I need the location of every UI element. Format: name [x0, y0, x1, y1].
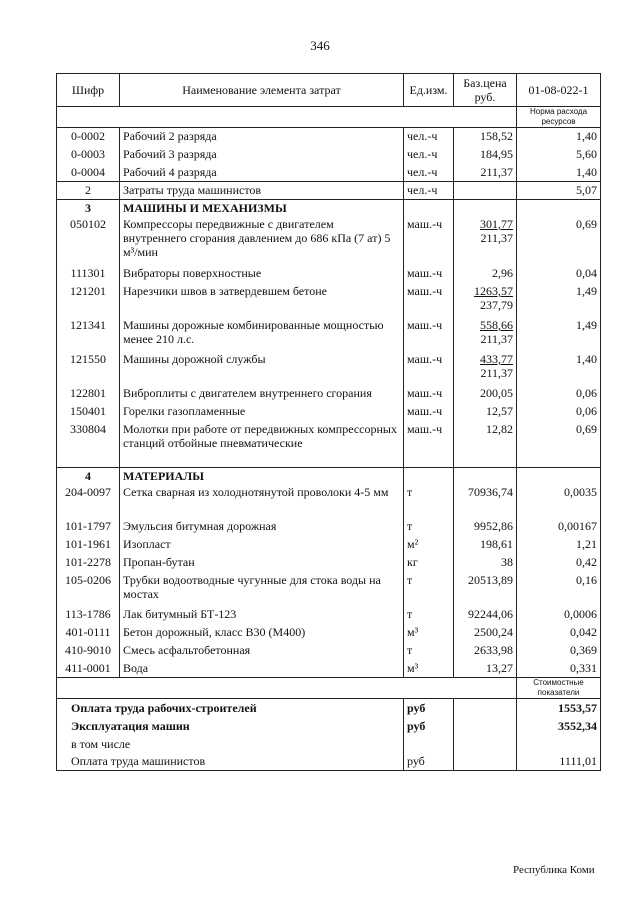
section-name: МАШИНЫ И МЕХАНИЗМЫ	[120, 200, 404, 217]
resource-rate: 1,21	[517, 536, 601, 554]
table-row	[57, 216, 601, 265]
resource-name: Молотки при работе от передвижных компрессорных станций отбойные пневматические	[120, 421, 404, 467]
price-cell	[454, 624, 517, 642]
price-cell	[454, 146, 517, 164]
price-cell	[454, 216, 517, 265]
resource-rate: 0,0035	[517, 484, 601, 518]
summary-value	[517, 735, 601, 753]
footer-region: Республика Коми	[513, 864, 595, 876]
table-row	[57, 572, 601, 606]
table-row	[57, 660, 601, 678]
price-value: 12,57	[486, 404, 513, 418]
table-row	[57, 484, 601, 518]
resource-rate: 0,69	[517, 216, 601, 265]
resource-unit: чел.-ч	[404, 164, 454, 182]
section-row-materials	[57, 467, 601, 484]
summary-name: Оплата труда машинистов	[57, 753, 404, 771]
summary-value: 1111,01	[517, 753, 601, 771]
resource-rate: 0,369	[517, 642, 601, 660]
section-name: МАТЕРИАЛЫ	[120, 467, 404, 484]
summary-unit	[404, 735, 454, 753]
price-value: 2500,24	[474, 624, 513, 639]
resource-unit: т	[404, 484, 454, 518]
price-value: 1263,57	[474, 284, 513, 298]
price-cell	[454, 128, 517, 146]
resource-name: Эмульсия битумная дорожная	[120, 518, 404, 536]
price-cell	[454, 606, 517, 624]
summary-row	[57, 735, 601, 753]
resource-unit: маш.-ч	[404, 403, 454, 421]
resource-unit: м³	[404, 660, 454, 678]
summary-name: Эксплуатация машин	[57, 717, 404, 735]
resource-unit: маш.-ч	[404, 283, 454, 317]
price-value: 211,37	[480, 164, 513, 179]
resource-rate: 5,60	[517, 146, 601, 164]
resource-name: Рабочий 2 разряда	[120, 128, 404, 146]
price-cell	[454, 536, 517, 554]
cost-label-spacer	[57, 678, 517, 699]
price-value: 558,66	[480, 318, 513, 332]
section-unit: чел.-ч	[404, 182, 454, 200]
norm-label: Норма расхода ресурсов	[517, 107, 601, 128]
summary-row	[57, 753, 601, 771]
resource-unit: т	[404, 518, 454, 536]
section-code: 4	[57, 467, 120, 484]
price-value: 2633,98	[474, 642, 513, 657]
price-cell	[454, 421, 517, 467]
resource-name: Компрессоры передвижные с двигателем внутреннего сгорания давлением до 686 кПа (7 ат) 5 м³/мин	[120, 216, 404, 265]
price-value: 301,77	[480, 217, 513, 231]
resource-name: Вода	[120, 660, 404, 678]
section-unit	[404, 467, 454, 484]
resource-rate: 0,69	[517, 421, 601, 467]
section-row-labor	[57, 182, 601, 200]
cost-label: Стоимостные показатели	[517, 678, 601, 699]
table-row	[57, 351, 601, 385]
price-cell	[454, 572, 517, 606]
table-row	[57, 317, 601, 351]
price-cell	[454, 484, 517, 518]
resource-rate: 0,042	[517, 624, 601, 642]
summary-value: 1553,57	[517, 699, 601, 717]
resource-code: 101-1797	[57, 518, 120, 536]
resource-name: Рабочий 4 разряда	[120, 164, 404, 182]
resource-code: 410-9010	[57, 642, 120, 660]
price-cell	[454, 518, 517, 536]
summary-unit: руб	[404, 717, 454, 735]
table-row	[57, 403, 601, 421]
price-cell	[454, 385, 517, 403]
resource-code: 411-0001	[57, 660, 120, 678]
summary-row	[57, 699, 601, 717]
resource-name: Изопласт	[120, 536, 404, 554]
section-price	[454, 467, 517, 484]
resource-code: 150401	[57, 403, 120, 421]
resource-name: Вибраторы поверхностные	[120, 265, 404, 283]
resource-rate: 1,49	[517, 283, 601, 317]
table-header-row	[57, 74, 601, 107]
section-row-machines	[57, 200, 601, 217]
resource-unit: т	[404, 642, 454, 660]
summary-price	[454, 735, 517, 753]
resource-unit: т	[404, 572, 454, 606]
resource-code: 0-0004	[57, 164, 120, 182]
resource-name: Пропан-бутан	[120, 554, 404, 572]
price-value: 13,27	[486, 660, 513, 675]
section-code: 2	[57, 182, 120, 200]
resource-rate: 0,331	[517, 660, 601, 678]
price-cell	[454, 403, 517, 421]
resource-unit: кг	[404, 554, 454, 572]
section-rate	[517, 200, 601, 217]
norm-label-row	[57, 107, 601, 128]
price-value: 12,82	[486, 422, 513, 436]
price-value: 2,96	[492, 266, 513, 280]
price-cell	[454, 317, 517, 351]
table-row	[57, 606, 601, 624]
price-value: 70936,74	[468, 484, 513, 499]
resource-rate: 0,06	[517, 385, 601, 403]
resource-name: Бетон дорожный, класс В30 (М400)	[120, 624, 404, 642]
resource-code: 121550	[57, 351, 120, 385]
resource-code: 204-0097	[57, 484, 120, 518]
section-rate: 5,07	[517, 182, 601, 200]
resource-code: 113-1786	[57, 606, 120, 624]
resource-code: 050102	[57, 216, 120, 265]
price-value: 198,61	[480, 536, 513, 551]
price-cell	[454, 283, 517, 317]
resource-code: 111301	[57, 265, 120, 283]
section-price	[454, 182, 517, 200]
price-secondary-value: 211,37	[480, 231, 513, 245]
resource-code: 101-2278	[57, 554, 120, 572]
price-value: 158,52	[480, 129, 513, 143]
header-price-line1: Баз.цена	[463, 76, 507, 90]
header-code: Шифр	[57, 74, 120, 107]
resource-code: 122801	[57, 385, 120, 403]
resource-unit: маш.-ч	[404, 385, 454, 403]
resource-code: 401-0111	[57, 624, 120, 642]
table-row	[57, 421, 601, 467]
resource-rate: 0,42	[517, 554, 601, 572]
resource-rate: 0,0006	[517, 606, 601, 624]
resource-name: Рабочий 3 разряда	[120, 146, 404, 164]
table-row	[57, 283, 601, 317]
price-value: 184,95	[480, 146, 513, 161]
summary-name: в том числе	[57, 735, 404, 753]
resource-name: Трубки водоотводные чугунные для стока воды на мостах	[120, 572, 404, 606]
resource-rate: 1,40	[517, 128, 601, 146]
price-cell	[454, 660, 517, 678]
resource-code: 121201	[57, 283, 120, 317]
price-secondary-value: 211,37	[480, 366, 513, 380]
resource-unit: м²	[404, 536, 454, 554]
section-name: Затраты труда машинистов	[120, 182, 404, 200]
summary-price	[454, 717, 517, 735]
resource-code: 121341	[57, 317, 120, 351]
resource-code: 0-0003	[57, 146, 120, 164]
price-value: 200,05	[480, 386, 513, 400]
cost-label-row	[57, 678, 601, 699]
table-row	[57, 518, 601, 536]
summary-unit: руб	[404, 699, 454, 717]
price-value: 20513,89	[468, 572, 513, 587]
price-cell	[454, 642, 517, 660]
resource-unit: маш.-ч	[404, 265, 454, 283]
table-row	[57, 164, 601, 182]
price-secondary-value: 211,37	[480, 332, 513, 346]
cost-table	[56, 73, 601, 771]
price-cell	[454, 351, 517, 385]
table-row	[57, 265, 601, 283]
resource-unit: чел.-ч	[404, 128, 454, 146]
section-code: 3	[57, 200, 120, 217]
resource-name: Лак битумный БТ-123	[120, 606, 404, 624]
summary-value: 3552,34	[517, 717, 601, 735]
price-value: 9952,86	[474, 518, 513, 533]
header-name: Наименование элемента затрат	[120, 74, 404, 107]
price-cell	[454, 554, 517, 572]
resource-code: 330804	[57, 421, 120, 467]
resource-rate: 1,40	[517, 351, 601, 385]
resource-rate: 1,49	[517, 317, 601, 351]
summary-unit: руб	[404, 753, 454, 771]
summary-name: Оплата труда рабочих-строителей	[57, 699, 404, 717]
price-value: 92244,06	[468, 606, 513, 621]
resource-unit: м³	[404, 624, 454, 642]
table-row	[57, 642, 601, 660]
header-price	[454, 74, 517, 107]
summary-price	[454, 699, 517, 717]
resource-code: 105-0206	[57, 572, 120, 606]
resource-name: Сетка сварная из холоднотянутой проволоки 4-5 мм	[120, 484, 404, 518]
resource-unit: чел.-ч	[404, 146, 454, 164]
resource-unit: маш.-ч	[404, 317, 454, 351]
page-number: 346	[310, 38, 330, 53]
table-row	[57, 385, 601, 403]
section-price	[454, 200, 517, 217]
summary-price	[454, 753, 517, 771]
price-cell	[454, 164, 517, 182]
resource-code: 101-1961	[57, 536, 120, 554]
resource-rate: 0,06	[517, 403, 601, 421]
resource-name: Машины дорожные комбинированные мощностью менее 210 л.с.	[120, 317, 404, 351]
resource-code: 0-0002	[57, 128, 120, 146]
summary-row	[57, 717, 601, 735]
table-row	[57, 624, 601, 642]
header-price-line2: руб.	[474, 90, 496, 104]
resource-name: Виброплиты с двигателем внутреннего сгорания	[120, 385, 404, 403]
resource-name: Смесь асфальтобетонная	[120, 642, 404, 660]
price-cell	[454, 265, 517, 283]
resource-unit: маш.-ч	[404, 421, 454, 467]
table-row	[57, 128, 601, 146]
resource-name: Нарезчики швов в затвердевшем бетоне	[120, 283, 404, 317]
price-value: 38	[501, 554, 513, 569]
price-secondary-value: 237,79	[480, 298, 513, 312]
header-rate: 01-08-022-1	[517, 74, 601, 107]
price-value: 433,77	[480, 352, 513, 366]
table-row	[57, 146, 601, 164]
table-row	[57, 536, 601, 554]
resource-name: Машины дорожной службы	[120, 351, 404, 385]
resource-rate: 0,04	[517, 265, 601, 283]
section-rate	[517, 467, 601, 484]
resource-rate: 0,00167	[517, 518, 601, 536]
resource-rate: 1,40	[517, 164, 601, 182]
resource-rate: 0,16	[517, 572, 601, 606]
resource-unit: маш.-ч	[404, 216, 454, 265]
resource-unit: маш.-ч	[404, 351, 454, 385]
resource-unit: т	[404, 606, 454, 624]
section-unit	[404, 200, 454, 217]
table-row	[57, 554, 601, 572]
header-unit: Ед.изм.	[404, 74, 454, 107]
resource-name: Горелки газопламенные	[120, 403, 404, 421]
